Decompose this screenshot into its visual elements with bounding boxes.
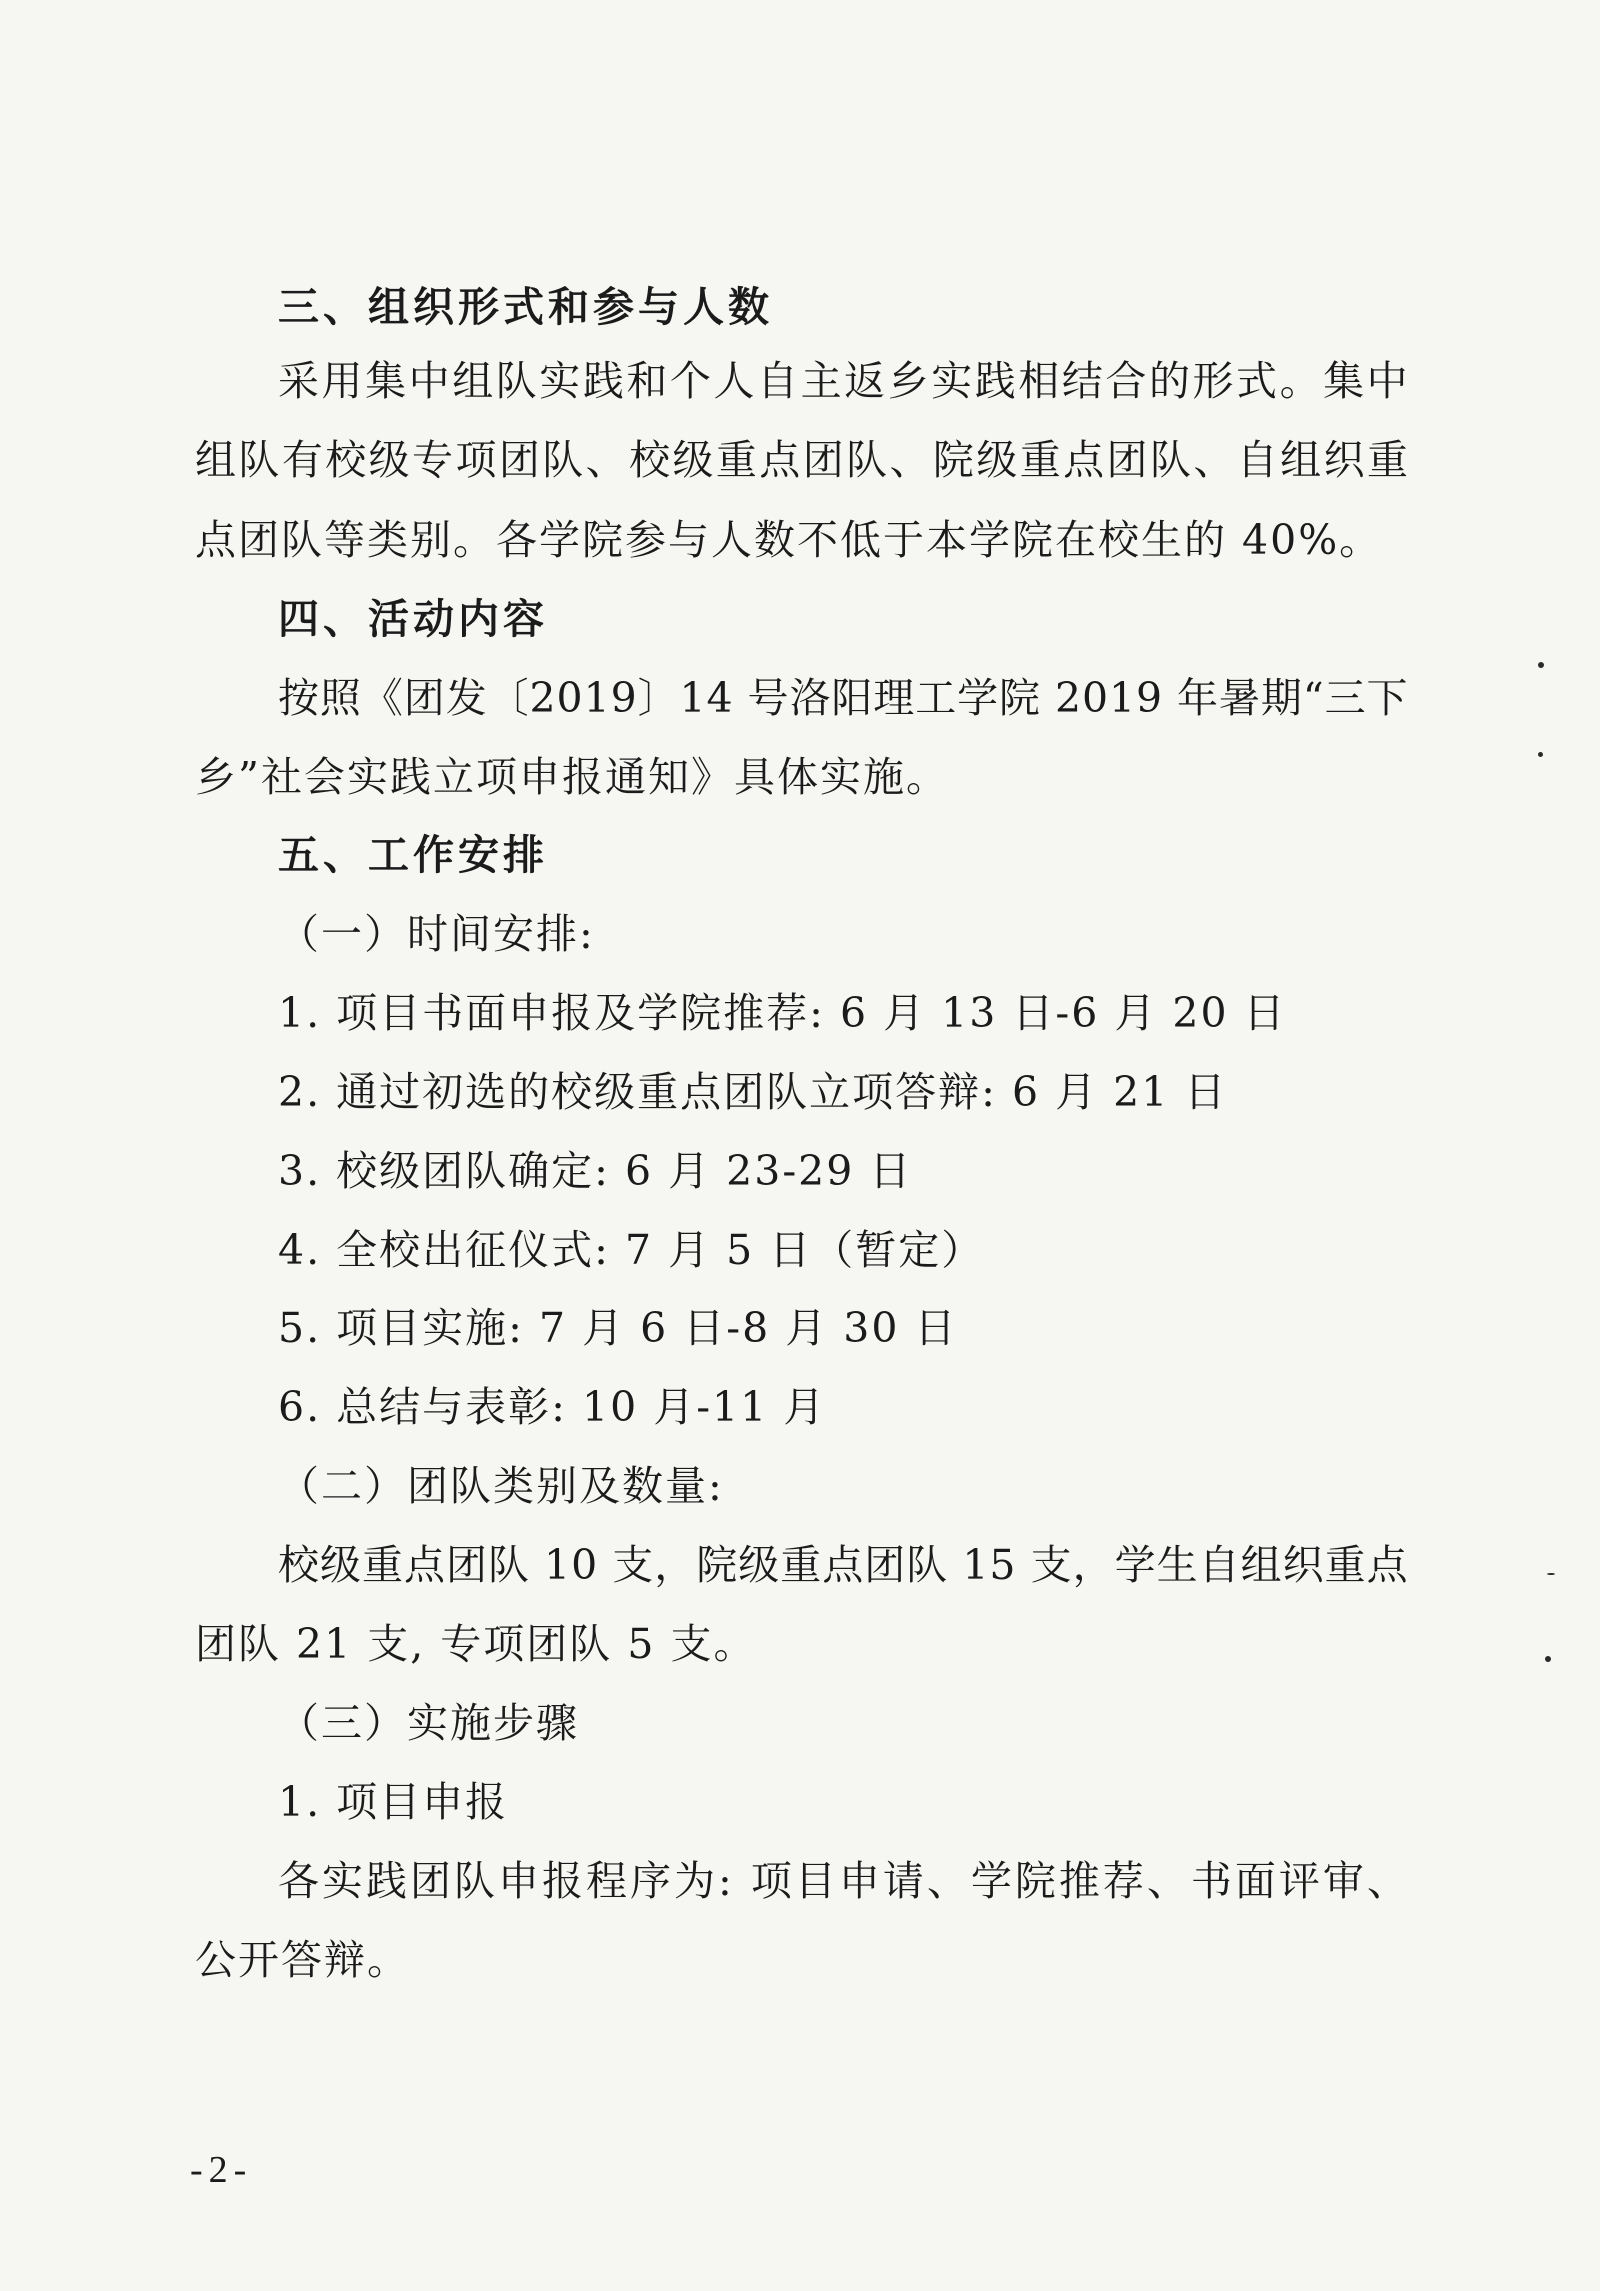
- paragraph-char: 5: [989, 1541, 1016, 1589]
- paragraph-char: 照: [319, 674, 361, 722]
- paragraph-char: 理: [873, 674, 915, 722]
- paragraph-char: 阳: [831, 674, 873, 722]
- paragraph-char: 1: [583, 674, 610, 722]
- paragraph-char: 、: [1193, 436, 1235, 484]
- paragraph-char: 相: [1018, 357, 1060, 405]
- paragraph-char: 队: [488, 1541, 529, 1589]
- subheading: （三）实施步骤: [278, 1699, 579, 1747]
- paragraph-char: 组: [1280, 436, 1322, 484]
- paragraph-char: 0: [556, 674, 583, 722]
- paragraph-char: 自: [1198, 1541, 1240, 1589]
- paragraph-char: 三: [1324, 674, 1366, 722]
- paragraph-char: 团: [410, 1857, 451, 1905]
- paragraph-char: 织: [1323, 436, 1365, 484]
- scan-speck: [1545, 1656, 1551, 1662]
- paragraph-char: 点: [822, 1541, 864, 1589]
- paragraph-char: 级: [976, 436, 1018, 484]
- paragraph-char: 集: [1323, 357, 1365, 405]
- paragraph-char: 团: [864, 1541, 906, 1589]
- paragraph-char: 1: [679, 674, 706, 722]
- paragraph-char: 〕: [637, 674, 679, 722]
- paragraph-char: 重: [1366, 436, 1408, 484]
- section-heading-3: 三、组织形式和参与人数: [278, 283, 773, 331]
- step-item: 1. 项目申报: [278, 1778, 509, 1826]
- section-heading-4: 四、活动内容: [278, 595, 548, 643]
- paragraph-char: 面: [1234, 1857, 1276, 1905]
- paragraph-char: 团: [446, 1541, 487, 1589]
- paragraph-char: 洛: [789, 674, 831, 722]
- paragraph-char: 院: [696, 1541, 738, 1589]
- paragraph-char: 队: [495, 357, 537, 405]
- subheading: （一）时间安排:: [278, 910, 595, 958]
- paragraph-char: 人: [713, 357, 755, 405]
- paragraph-char: 。: [1279, 357, 1321, 405]
- paragraph-char: 学: [1114, 1541, 1156, 1589]
- paragraph-char: 工: [915, 674, 957, 722]
- schedule-item: 5. 项目实施: 7 月 6 日-8 月 30 日: [278, 1304, 958, 1352]
- paragraph-char: 团: [403, 674, 445, 722]
- paragraph-char: 荐: [1102, 1857, 1144, 1905]
- paragraph-char: 为: [674, 1857, 715, 1905]
- paragraph-line: 乡”社会实践立项申报通知》具体实施。: [195, 753, 949, 801]
- paragraph-char: 团: [802, 436, 844, 484]
- scan-speck: [1538, 662, 1544, 668]
- paragraph-char: 院: [1014, 1857, 1056, 1905]
- paragraph-line: [195, 435, 1408, 485]
- paragraph-char: 号: [747, 674, 789, 722]
- paragraph-char: 1: [1108, 674, 1136, 722]
- paragraph-char: 主: [800, 357, 842, 405]
- paragraph-char: 推: [1058, 1857, 1100, 1905]
- paragraph-char: 按: [278, 674, 319, 722]
- paragraph-char: 重: [715, 436, 757, 484]
- paragraph-char: 队: [846, 436, 888, 484]
- paragraph-char: 下: [1366, 674, 1408, 722]
- paragraph-char: 形: [1192, 357, 1234, 405]
- paragraph-char: 校: [629, 436, 671, 484]
- paragraph-char: [1017, 1540, 1030, 1590]
- paragraph-char: 1: [962, 1541, 989, 1589]
- paragraph-char: 级: [738, 1541, 780, 1589]
- paragraph-line: [278, 673, 1408, 723]
- paragraph-char: 队: [454, 1857, 495, 1905]
- paragraph-char: 9: [610, 674, 637, 722]
- section-heading-5: 五、工作安排: [278, 831, 548, 879]
- paragraph-char: 、: [926, 1857, 968, 1905]
- paragraph-char: 程: [586, 1857, 627, 1905]
- paragraph-char: :: [718, 1857, 732, 1905]
- paragraph-char: 实: [931, 357, 973, 405]
- paragraph-char: 的: [1148, 357, 1190, 405]
- paragraph-char: 申: [498, 1857, 539, 1905]
- paragraph-char: 个: [669, 357, 711, 405]
- paragraph-char: 1: [544, 1541, 571, 1589]
- paragraph-char: 0: [1081, 674, 1109, 722]
- paragraph-char: 0: [571, 1541, 598, 1589]
- paragraph-char: [1163, 673, 1176, 723]
- paragraph-char: 点: [759, 436, 801, 484]
- paragraph-char: 支: [612, 1541, 654, 1589]
- paragraph-char: 践: [974, 357, 1016, 405]
- paragraph-line: 公开答辩。: [195, 1936, 410, 1984]
- paragraph-line: [278, 356, 1408, 406]
- paragraph-line: 点团队等类别。各学院参与人数不低于本学院在校生的 40%。: [195, 516, 1383, 564]
- paragraph-char: 重: [1019, 436, 1061, 484]
- paragraph-char: 院: [932, 436, 974, 484]
- paragraph-char: 践: [366, 1857, 407, 1905]
- paragraph-char: 中: [1366, 357, 1408, 405]
- paragraph-char: [598, 1540, 611, 1590]
- paragraph-char: 队: [238, 436, 280, 484]
- schedule-item: 3. 校级团队确定: 6 月 23-29 日: [278, 1147, 913, 1195]
- paragraph-char: 织: [1282, 1541, 1324, 1589]
- paragraph-line: 团队 21 支, 专项团队 5 支。: [195, 1620, 757, 1668]
- paragraph-char: 自: [1236, 436, 1278, 484]
- paragraph-char: 2: [529, 674, 556, 722]
- schedule-item: 2. 通过初选的校级重点团队立项答辩: 6 月 21 日: [278, 1068, 1228, 1116]
- paragraph-char: 年: [1176, 674, 1218, 722]
- paragraph-char: 报: [542, 1857, 583, 1905]
- paragraph-char: 发: [445, 674, 487, 722]
- paragraph-char: 专: [412, 436, 454, 484]
- paragraph-char: 点: [1366, 1541, 1408, 1589]
- paragraph-char: 序: [630, 1857, 671, 1905]
- paragraph-line: [278, 1540, 1408, 1590]
- paragraph-char: 、: [585, 436, 627, 484]
- paragraph-char: 集: [365, 357, 407, 405]
- paragraph-char: 书: [1190, 1857, 1232, 1905]
- paragraph-char: [735, 1856, 748, 1906]
- paragraph-char: 实: [322, 1857, 363, 1905]
- paragraph-char: 重: [362, 1541, 403, 1589]
- paragraph-char: 、: [1146, 1857, 1188, 1905]
- paragraph-char: “: [1302, 674, 1324, 722]
- paragraph-char: [1041, 673, 1054, 723]
- paragraph-char: ，: [654, 1541, 696, 1589]
- paragraph-char: [948, 1540, 961, 1590]
- paragraph-char: 学: [970, 1857, 1012, 1905]
- paragraph-char: 返: [844, 357, 886, 405]
- paragraph-char: 用: [321, 357, 363, 405]
- paragraph-char: 、: [889, 436, 931, 484]
- scan-speck: [1547, 1573, 1555, 1575]
- paragraph-char: 实: [539, 357, 581, 405]
- paragraph-char: 践: [582, 357, 624, 405]
- paragraph-char: 点: [404, 1541, 445, 1589]
- paragraph-char: 院: [999, 674, 1041, 722]
- paragraph-char: 组: [195, 436, 236, 484]
- paragraph-char: 校: [325, 436, 367, 484]
- subheading: （二）团队类别及数量:: [278, 1462, 724, 1510]
- schedule-item: 1. 项目书面申报及学院推荐: 6 月 13 日-6 月 20 日: [278, 989, 1287, 1037]
- paragraph-char: 点: [1063, 436, 1105, 484]
- paragraph-char: [734, 673, 747, 723]
- schedule-item: 4. 全校出征仪式: 7 月 5 日（暂定）: [278, 1226, 985, 1274]
- paragraph-char: 校: [278, 1541, 319, 1589]
- paragraph-char: 期: [1260, 674, 1302, 722]
- paragraph-line: [278, 1856, 1408, 1906]
- paragraph-char: 审: [1322, 1857, 1364, 1905]
- paragraph-char: 级: [320, 1541, 361, 1589]
- paragraph-char: 请: [882, 1857, 924, 1905]
- scan-speck: [1538, 752, 1543, 757]
- paragraph-char: 团: [1106, 436, 1148, 484]
- paragraph-char: 组: [452, 357, 494, 405]
- paragraph-char: 学: [957, 674, 999, 722]
- paragraph-char: 目: [794, 1857, 836, 1905]
- paragraph-char: 中: [408, 357, 450, 405]
- paragraph-char: 9: [1135, 674, 1163, 722]
- paragraph-char: 生: [1156, 1541, 1198, 1589]
- paragraph-char: 结: [1061, 357, 1103, 405]
- paragraph-char: 暑: [1218, 674, 1260, 722]
- page-number: -2-: [190, 2149, 253, 2191]
- paragraph-char: 、: [1366, 1857, 1408, 1905]
- paragraph-char: 各: [278, 1857, 319, 1905]
- paragraph-char: 支: [1030, 1541, 1072, 1589]
- paragraph-char: [530, 1540, 543, 1590]
- paragraph-char: 团: [498, 436, 540, 484]
- paragraph-char: 申: [838, 1857, 880, 1905]
- paragraph-char: 评: [1278, 1857, 1320, 1905]
- paragraph-char: 级: [672, 436, 714, 484]
- paragraph-char: 队: [542, 436, 584, 484]
- paragraph-char: 采: [278, 357, 319, 405]
- paragraph-char: 级: [368, 436, 410, 484]
- paragraph-char: 〔: [487, 674, 529, 722]
- paragraph-char: 有: [281, 436, 323, 484]
- paragraph-char: 重: [1324, 1541, 1366, 1589]
- paragraph-char: 式: [1236, 357, 1278, 405]
- paragraph-char: 合: [1105, 357, 1147, 405]
- paragraph-char: 自: [757, 357, 799, 405]
- paragraph-char: 4: [706, 674, 733, 722]
- paragraph-char: 队: [1149, 436, 1191, 484]
- paragraph-char: 项: [455, 436, 497, 484]
- paragraph-char: 组: [1240, 1541, 1282, 1589]
- paragraph-char: ，: [1072, 1541, 1114, 1589]
- schedule-item: 6. 总结与表彰: 10 月-11 月: [278, 1383, 827, 1431]
- paragraph-char: 乡: [887, 357, 929, 405]
- paragraph-char: 重: [780, 1541, 822, 1589]
- paragraph-char: 《: [361, 674, 403, 722]
- paragraph-char: 2: [1054, 674, 1082, 722]
- paragraph-char: 项: [750, 1857, 792, 1905]
- paragraph-char: 队: [906, 1541, 948, 1589]
- paragraph-char: 和: [626, 357, 668, 405]
